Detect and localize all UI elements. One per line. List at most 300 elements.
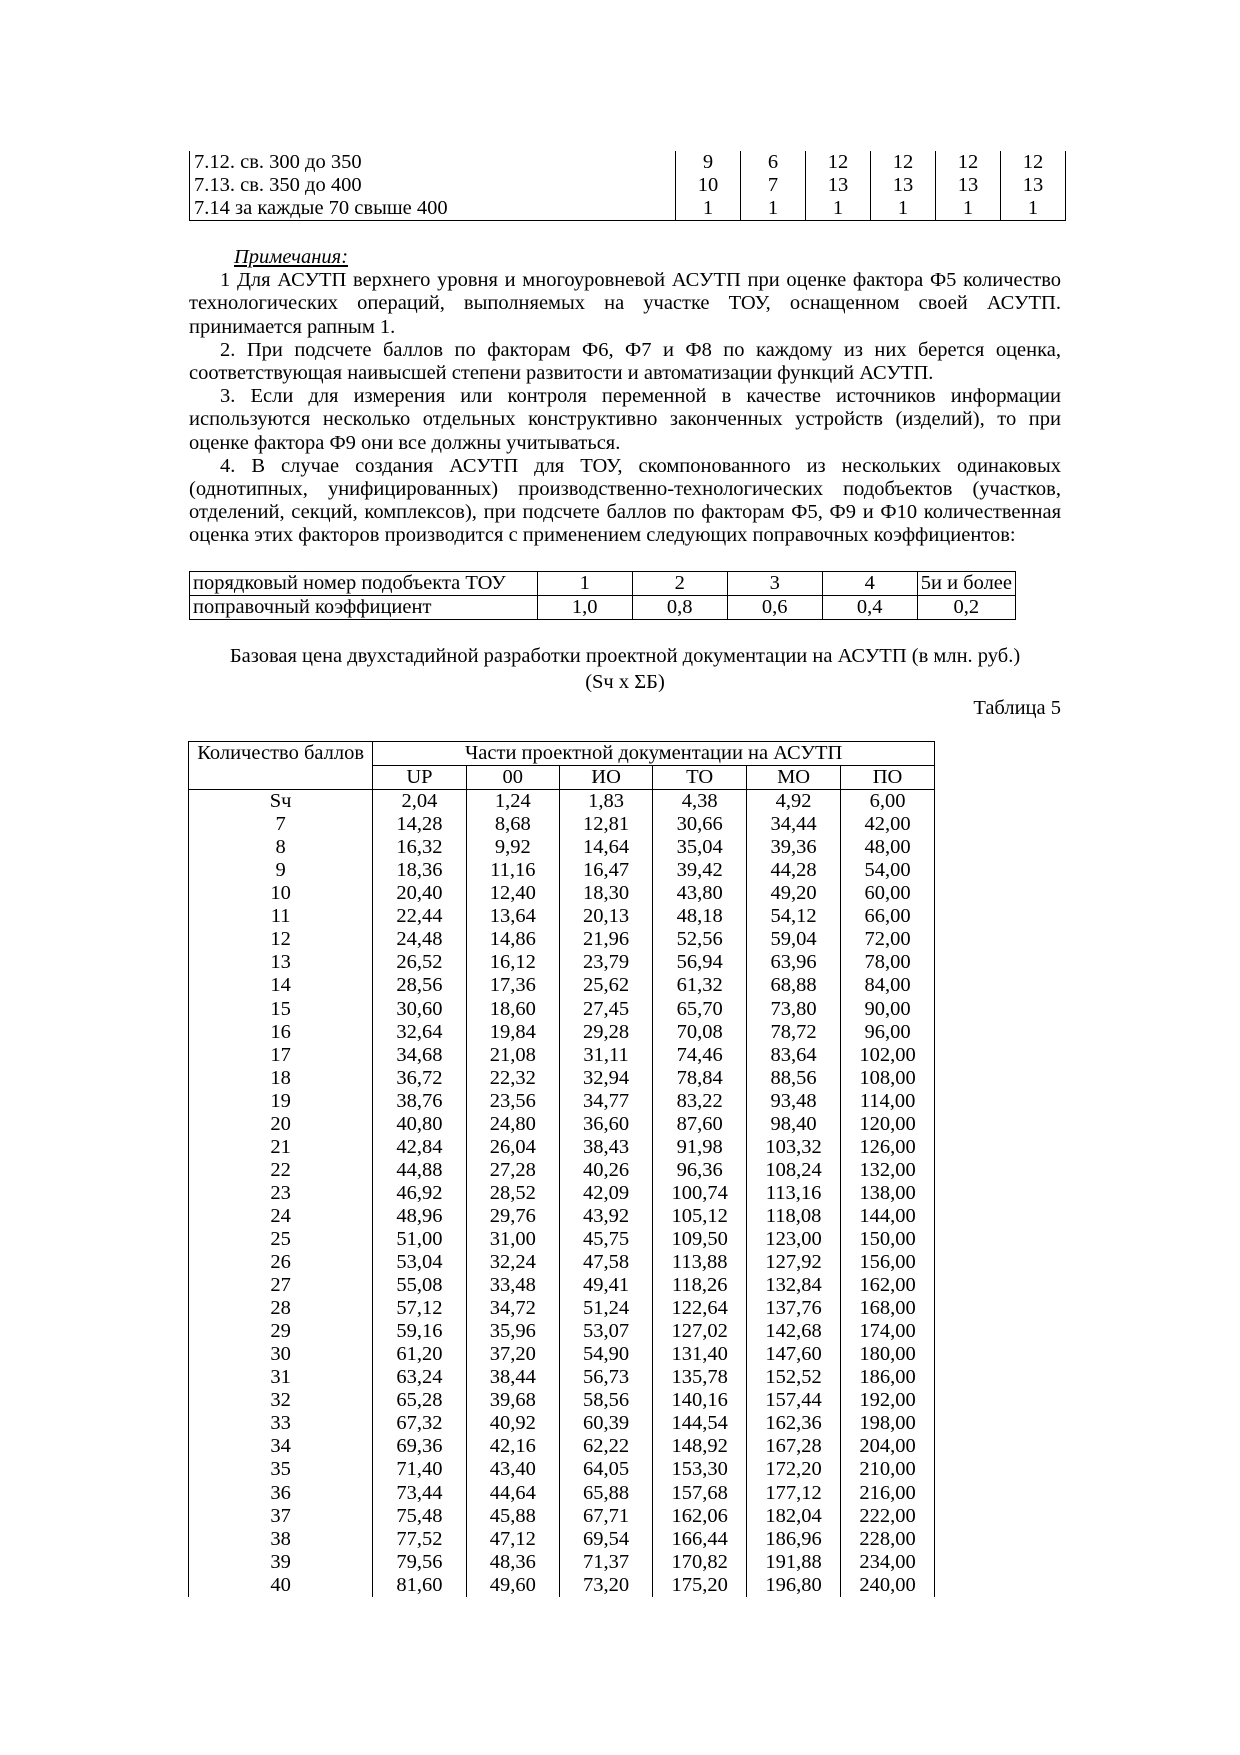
price-cell: 54,00	[841, 859, 935, 882]
price-cell: 44,64	[466, 1482, 559, 1505]
price-cell: 113,88	[653, 1251, 747, 1274]
price-cell: 198,00	[841, 1412, 935, 1435]
note-2: 2. При подсчете баллов по факторам Ф6, Ф7 и Ф8 по каждому из них берется оценка, соответствующая наивысшей степени развитости и автоматизации функций АСУТП.	[189, 338, 1061, 385]
price-cell: 67,71	[559, 1505, 652, 1528]
price-cell: 25,62	[559, 974, 652, 997]
price-cell: 45,88	[466, 1505, 559, 1528]
price-cell: 69,36	[373, 1435, 466, 1458]
price-cell: 18,36	[373, 859, 466, 882]
price-cell: 105,12	[653, 1205, 747, 1228]
price-cell: 240,00	[841, 1574, 935, 1597]
factor-cell: 12	[871, 151, 936, 174]
price-cell: 73,20	[559, 1574, 652, 1597]
price-cell: 38,43	[559, 1136, 652, 1159]
price-cell: 167,28	[747, 1435, 841, 1458]
points-cell: 32	[189, 1389, 373, 1412]
price-cell: 32,24	[466, 1251, 559, 1274]
price-cell: 88,56	[747, 1067, 841, 1090]
points-cell: 34	[189, 1435, 373, 1458]
table-row	[189, 1067, 935, 1090]
price-cell: 71,37	[559, 1551, 652, 1574]
table-row	[189, 1182, 935, 1205]
price-cell: 144,00	[841, 1205, 935, 1228]
price-cell: 72,00	[841, 928, 935, 951]
price-cell: 67,32	[373, 1412, 466, 1435]
price-cell: 53,07	[559, 1320, 652, 1343]
price-cell: 175,20	[653, 1574, 747, 1597]
coef-cell: 3	[727, 572, 822, 596]
factor-cell: 7	[741, 174, 806, 197]
table-row	[189, 1389, 935, 1412]
col-header-part: 00	[466, 766, 559, 790]
price-cell: 16,12	[466, 951, 559, 974]
price-cell: 14,64	[559, 836, 652, 859]
price-cell: 78,84	[653, 1067, 747, 1090]
price-cell: 34,72	[466, 1297, 559, 1320]
table-row	[189, 1435, 935, 1458]
price-cell: 43,80	[653, 882, 747, 905]
table-row	[189, 813, 935, 836]
table-row	[189, 1366, 935, 1389]
table-row	[189, 882, 935, 905]
col-header-points: Количество баллов	[189, 742, 373, 790]
price-cell: 61,20	[373, 1343, 466, 1366]
price-cell: 31,00	[466, 1228, 559, 1251]
price-cell: 144,54	[653, 1412, 747, 1435]
table-row	[189, 836, 935, 859]
price-cell: 177,12	[747, 1482, 841, 1505]
points-cell: 7	[189, 813, 373, 836]
col-header-part: ПО	[841, 766, 935, 790]
price-cell: 180,00	[841, 1343, 935, 1366]
table-row	[189, 928, 935, 951]
price-cell: 83,64	[747, 1044, 841, 1067]
coef-cell: 1	[537, 572, 632, 596]
price-cell: 123,00	[747, 1228, 841, 1251]
header-row	[189, 742, 935, 766]
points-cell: 27	[189, 1274, 373, 1297]
price-cell: 8,68	[466, 813, 559, 836]
price-cell: 63,24	[373, 1366, 466, 1389]
price-cell: 33,48	[466, 1274, 559, 1297]
price-cell: 56,73	[559, 1366, 652, 1389]
price-cell: 81,60	[373, 1574, 466, 1597]
price-cell: 51,00	[373, 1228, 466, 1251]
price-cell: 44,88	[373, 1159, 466, 1182]
table-row	[189, 1228, 935, 1251]
price-cell: 69,54	[559, 1528, 652, 1551]
price-cell: 127,92	[747, 1251, 841, 1274]
price-cell: 29,28	[559, 1021, 652, 1044]
points-cell: 37	[189, 1505, 373, 1528]
price-cell: 26,04	[466, 1136, 559, 1159]
price-cell: 71,40	[373, 1458, 466, 1481]
price-cell: 49,41	[559, 1274, 652, 1297]
points-cell: 20	[189, 1113, 373, 1136]
table-row	[189, 1044, 935, 1067]
table-row	[189, 1090, 935, 1113]
price-cell: 73,44	[373, 1482, 466, 1505]
price-cell: 98,40	[747, 1113, 841, 1136]
factor-cell: 1	[676, 197, 741, 221]
price-cell: 49,60	[466, 1574, 559, 1597]
price-cell: 4,38	[653, 790, 747, 814]
price-cell: 43,92	[559, 1205, 652, 1228]
price-cell: 152,52	[747, 1366, 841, 1389]
price-cell: 66,00	[841, 905, 935, 928]
price-cell: 26,52	[373, 951, 466, 974]
points-cell: 13	[189, 951, 373, 974]
caption-line-1: Базовая цена двухстадийной разработки проектной документации на АСУТП (в млн. руб.)	[229, 645, 1021, 667]
price-cell: 19,84	[466, 1021, 559, 1044]
points-cell: 9	[189, 859, 373, 882]
points-cell: 33	[189, 1412, 373, 1435]
table-row	[189, 790, 935, 814]
points-cell: 14	[189, 974, 373, 997]
price-cell: 40,80	[373, 1113, 466, 1136]
factor-cell: 13	[806, 174, 871, 197]
price-cell: 18,30	[559, 882, 652, 905]
price-cell: 14,86	[466, 928, 559, 951]
coefficient-table	[189, 571, 1016, 620]
price-cell: 45,75	[559, 1228, 652, 1251]
price-cell: 16,32	[373, 836, 466, 859]
price-cell: 51,24	[559, 1297, 652, 1320]
price-cell: 182,04	[747, 1505, 841, 1528]
price-cell: 131,40	[653, 1343, 747, 1366]
points-cell: 30	[189, 1343, 373, 1366]
price-cell: 162,00	[841, 1274, 935, 1297]
points-cell: 16	[189, 1021, 373, 1044]
price-cell: 60,00	[841, 882, 935, 905]
factor-cell: 12	[936, 151, 1001, 174]
price-cell: 56,94	[653, 951, 747, 974]
points-cell: Sч	[189, 790, 373, 814]
price-cell: 210,00	[841, 1458, 935, 1481]
table-row	[189, 905, 935, 928]
price-cell: 70,08	[653, 1021, 747, 1044]
coef-cell: 0,6	[727, 596, 822, 620]
points-cell: 40	[189, 1574, 373, 1597]
price-cell: 228,00	[841, 1528, 935, 1551]
price-cell: 20,13	[559, 905, 652, 928]
price-cell: 118,26	[653, 1274, 747, 1297]
coef-cell: 0,4	[822, 596, 917, 620]
price-cell: 47,12	[466, 1528, 559, 1551]
price-cell: 46,92	[373, 1182, 466, 1205]
points-cell: 15	[189, 998, 373, 1021]
notes-section	[189, 246, 1061, 548]
coef-cell: 5и и более	[917, 572, 1015, 596]
price-cell: 32,94	[559, 1067, 652, 1090]
group-header: Части проектной документации на АСУТП	[373, 742, 935, 766]
factor-table-fragment	[189, 151, 1066, 221]
table-row	[189, 1205, 935, 1228]
price-cell: 22,32	[466, 1067, 559, 1090]
price-cell: 48,96	[373, 1205, 466, 1228]
price-cell: 162,36	[747, 1412, 841, 1435]
price-cell: 28,56	[373, 974, 466, 997]
factor-cell: 13	[871, 174, 936, 197]
table-row	[189, 1505, 935, 1528]
price-cell: 174,00	[841, 1320, 935, 1343]
price-cell: 186,00	[841, 1366, 935, 1389]
coef-row-label: поправочный коэффициент	[190, 596, 538, 620]
price-cell: 68,88	[747, 974, 841, 997]
price-cell: 78,00	[841, 951, 935, 974]
price-cell: 126,00	[841, 1136, 935, 1159]
price-cell: 27,28	[466, 1159, 559, 1182]
factor-cell: 6	[741, 151, 806, 174]
price-cell: 36,72	[373, 1067, 466, 1090]
price-cell: 79,56	[373, 1551, 466, 1574]
price-cell: 54,90	[559, 1343, 652, 1366]
price-cell: 204,00	[841, 1435, 935, 1458]
points-cell: 22	[189, 1159, 373, 1182]
factor-cell: 13	[1001, 174, 1066, 197]
price-cell: 55,08	[373, 1274, 466, 1297]
coef-row-number	[190, 572, 1016, 596]
price-cell: 12,81	[559, 813, 652, 836]
table-row	[189, 1113, 935, 1136]
table-row	[189, 951, 935, 974]
price-cell: 170,82	[653, 1551, 747, 1574]
price-cell: 9,92	[466, 836, 559, 859]
points-cell: 12	[189, 928, 373, 951]
price-cell: 153,30	[653, 1458, 747, 1481]
price-cell: 11,16	[466, 859, 559, 882]
points-cell: 8	[189, 836, 373, 859]
price-cell: 142,68	[747, 1320, 841, 1343]
price-cell: 21,96	[559, 928, 652, 951]
coef-cell: 2	[632, 572, 727, 596]
price-cell: 96,36	[653, 1159, 747, 1182]
price-cell: 44,28	[747, 859, 841, 882]
base-price-table	[188, 741, 935, 1597]
factor-cell: 9	[676, 151, 741, 174]
points-cell: 29	[189, 1320, 373, 1343]
price-cell: 166,44	[653, 1528, 747, 1551]
caption-line-2: (Sч х ΣБ)	[585, 671, 665, 693]
col-header-part: ИО	[559, 766, 652, 790]
price-cell: 108,24	[747, 1159, 841, 1182]
price-cell: 122,64	[653, 1297, 747, 1320]
price-cell: 63,96	[747, 951, 841, 974]
price-cell: 30,66	[653, 813, 747, 836]
table-row	[189, 1343, 935, 1366]
price-cell: 127,02	[653, 1320, 747, 1343]
price-cell: 36,60	[559, 1113, 652, 1136]
factor-cell: 1	[741, 197, 806, 221]
price-cell: 35,96	[466, 1320, 559, 1343]
price-cell: 48,00	[841, 836, 935, 859]
table-row	[189, 1551, 935, 1574]
price-cell: 22,44	[373, 905, 466, 928]
price-cell: 47,58	[559, 1251, 652, 1274]
price-cell: 216,00	[841, 1482, 935, 1505]
price-cell: 35,04	[653, 836, 747, 859]
price-cell: 90,00	[841, 998, 935, 1021]
factor-cell: 1	[1001, 197, 1066, 221]
price-cell: 61,32	[653, 974, 747, 997]
price-cell: 162,06	[653, 1505, 747, 1528]
price-cell: 65,70	[653, 998, 747, 1021]
price-cell: 28,52	[466, 1182, 559, 1205]
price-cell: 150,00	[841, 1228, 935, 1251]
points-cell: 31	[189, 1366, 373, 1389]
price-cell: 38,76	[373, 1090, 466, 1113]
price-cell: 59,16	[373, 1320, 466, 1343]
price-cell: 42,16	[466, 1435, 559, 1458]
price-cell: 93,48	[747, 1090, 841, 1113]
factor-cell: 1	[936, 197, 1001, 221]
price-cell: 20,40	[373, 882, 466, 905]
price-cell: 118,08	[747, 1205, 841, 1228]
price-cell: 23,79	[559, 951, 652, 974]
points-cell: 38	[189, 1528, 373, 1551]
table-row	[189, 1251, 935, 1274]
points-cell: 36	[189, 1482, 373, 1505]
price-cell: 59,04	[747, 928, 841, 951]
table-row	[189, 974, 935, 997]
factor-cell: 12	[806, 151, 871, 174]
price-cell: 109,50	[653, 1228, 747, 1251]
factor-row	[190, 174, 1066, 197]
price-cell: 96,00	[841, 1021, 935, 1044]
price-cell: 113,16	[747, 1182, 841, 1205]
price-cell: 62,22	[559, 1435, 652, 1458]
price-cell: 168,00	[841, 1297, 935, 1320]
price-cell: 138,00	[841, 1182, 935, 1205]
price-cell: 57,12	[373, 1297, 466, 1320]
table-row	[189, 1528, 935, 1551]
price-cell: 102,00	[841, 1044, 935, 1067]
price-cell: 114,00	[841, 1090, 935, 1113]
price-cell: 73,80	[747, 998, 841, 1021]
price-cell: 6,00	[841, 790, 935, 814]
price-cell: 27,45	[559, 998, 652, 1021]
price-cell: 12,40	[466, 882, 559, 905]
price-cell: 21,08	[466, 1044, 559, 1067]
price-cell: 24,80	[466, 1113, 559, 1136]
price-cell: 34,44	[747, 813, 841, 836]
price-cell: 40,92	[466, 1412, 559, 1435]
price-cell: 74,46	[653, 1044, 747, 1067]
table-row	[189, 1159, 935, 1182]
price-cell: 78,72	[747, 1021, 841, 1044]
coef-cell: 0,8	[632, 596, 727, 620]
price-cell: 37,20	[466, 1343, 559, 1366]
price-cell: 43,40	[466, 1458, 559, 1481]
points-cell: 26	[189, 1251, 373, 1274]
price-cell: 48,36	[466, 1551, 559, 1574]
points-cell: 21	[189, 1136, 373, 1159]
points-cell: 23	[189, 1182, 373, 1205]
price-cell: 4,92	[747, 790, 841, 814]
price-cell: 29,76	[466, 1205, 559, 1228]
price-cell: 17,36	[466, 974, 559, 997]
points-cell: 18	[189, 1067, 373, 1090]
price-cell: 23,56	[466, 1090, 559, 1113]
price-cell: 39,68	[466, 1389, 559, 1412]
price-cell: 48,18	[653, 905, 747, 928]
price-cell: 40,26	[559, 1159, 652, 1182]
price-cell: 135,78	[653, 1366, 747, 1389]
points-cell: 11	[189, 905, 373, 928]
points-cell: 39	[189, 1551, 373, 1574]
table-row	[189, 1297, 935, 1320]
coef-cell: 1,0	[537, 596, 632, 620]
price-cell: 100,74	[653, 1182, 747, 1205]
table-row	[189, 1021, 935, 1044]
table-number: Таблица 5	[973, 697, 1061, 719]
factor-cell: 1	[871, 197, 936, 221]
coef-row-label: порядковый номер подобъекта ТОУ	[190, 572, 538, 596]
price-cell: 234,00	[841, 1551, 935, 1574]
points-cell: 28	[189, 1297, 373, 1320]
table-row	[189, 1458, 935, 1481]
price-cell: 16,47	[559, 859, 652, 882]
factor-cell: 1	[806, 197, 871, 221]
price-cell: 39,36	[747, 836, 841, 859]
price-cell: 83,22	[653, 1090, 747, 1113]
factor-cell: 12	[1001, 151, 1066, 174]
price-cell: 24,48	[373, 928, 466, 951]
price-cell: 34,77	[559, 1090, 652, 1113]
table-row	[189, 998, 935, 1021]
price-cell: 64,05	[559, 1458, 652, 1481]
price-cell: 34,68	[373, 1044, 466, 1067]
price-cell: 132,00	[841, 1159, 935, 1182]
price-cell: 148,92	[653, 1435, 747, 1458]
price-cell: 108,00	[841, 1067, 935, 1090]
price-cell: 1,83	[559, 790, 652, 814]
factor-row	[190, 197, 1066, 221]
price-cell: 132,84	[747, 1274, 841, 1297]
table-row	[189, 1320, 935, 1343]
price-cell: 14,28	[373, 813, 466, 836]
table-row	[189, 1136, 935, 1159]
points-cell: 35	[189, 1458, 373, 1481]
points-cell: 10	[189, 882, 373, 905]
factor-cell: 10	[676, 174, 741, 197]
table-row	[189, 1412, 935, 1435]
price-cell: 157,68	[653, 1482, 747, 1505]
notes-heading: Примечания:	[234, 246, 349, 268]
price-cell: 65,88	[559, 1482, 652, 1505]
price-cell: 65,28	[373, 1389, 466, 1412]
col-header-part: ТО	[653, 766, 747, 790]
coef-cell: 0,2	[917, 596, 1015, 620]
price-cell: 137,76	[747, 1297, 841, 1320]
price-cell: 1,24	[466, 790, 559, 814]
price-cell: 54,12	[747, 905, 841, 928]
price-cell: 13,64	[466, 905, 559, 928]
price-cell: 222,00	[841, 1505, 935, 1528]
points-cell: 17	[189, 1044, 373, 1067]
factor-row-label: 7.12. св. 300 до 350	[190, 151, 676, 174]
points-cell: 19	[189, 1090, 373, 1113]
price-cell: 172,20	[747, 1458, 841, 1481]
price-cell: 192,00	[841, 1389, 935, 1412]
table-row	[189, 1274, 935, 1297]
table-row	[189, 1574, 935, 1597]
price-cell: 49,20	[747, 882, 841, 905]
price-cell: 156,00	[841, 1251, 935, 1274]
price-cell: 42,00	[841, 813, 935, 836]
coef-row-value	[190, 596, 1016, 620]
factor-row	[190, 151, 1066, 174]
